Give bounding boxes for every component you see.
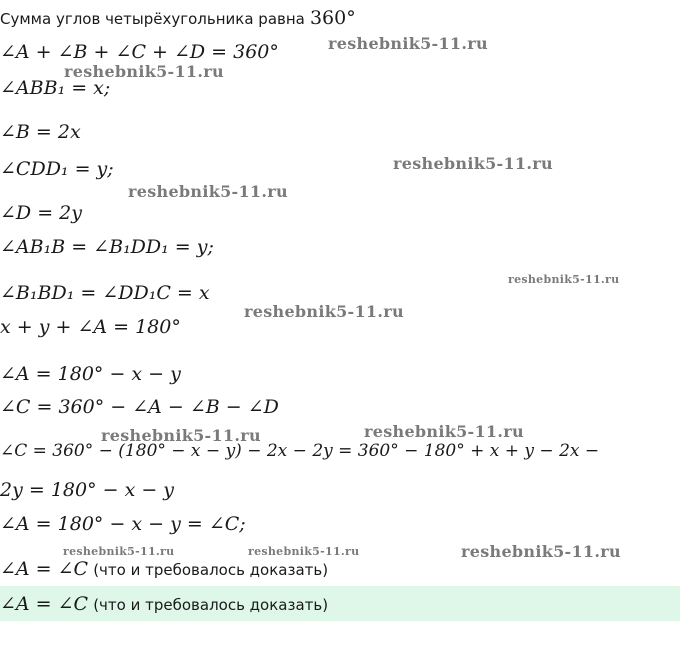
intro-text: Сумма углов четырёхугольника равна <box>0 10 305 28</box>
answer-box <box>0 586 680 621</box>
equation-line: ∠A = 180° − x − y <box>0 363 181 385</box>
watermark: reshebnik5-11.ru <box>244 302 404 321</box>
equation-line: ∠CDD₁ = y; <box>0 158 114 180</box>
conclusion-text: (что и требовалось доказать) <box>93 561 329 579</box>
equation-line: ∠D = 2y <box>0 202 82 224</box>
equation-line: ∠B = 2x <box>0 121 81 143</box>
answer-text: (что и требовалось доказать) <box>93 596 329 614</box>
watermark: reshebnik5-11.ru <box>328 34 488 53</box>
intro-value: 360° <box>309 7 356 29</box>
equation-line: x + y + ∠A = 180° <box>0 316 181 338</box>
watermark: reshebnik5-11.ru <box>364 422 524 441</box>
equation-line: ∠A + ∠B + ∠C + ∠D = 360° <box>0 41 279 63</box>
equation-line: ∠C = 360° − (180° − x − y) − 2x − 2y = 360° − 180° + x + y − 2x − <box>0 441 600 461</box>
watermark: reshebnik5-11.ru <box>101 426 261 445</box>
equation-line: ∠C = 360° − ∠A − ∠B − ∠D <box>0 396 279 418</box>
watermark: reshebnik5-11.ru <box>393 154 553 173</box>
watermark: reshebnik5-11.ru <box>128 182 288 201</box>
equation-line: 2y = 180° − x − y <box>0 479 175 501</box>
equation-line: ∠ABB₁ = x; <box>0 77 111 99</box>
intro-line <box>0 9 356 28</box>
watermark: reshebnik5-11.ru <box>508 273 620 286</box>
conclusion-line <box>0 560 328 579</box>
watermark: reshebnik5-11.ru <box>64 62 224 81</box>
equation-line: ∠A = 180° − x − y = ∠C; <box>0 513 246 535</box>
answer-math: ∠A = ∠C <box>0 593 89 615</box>
equation-line: ∠B₁BD₁ = ∠DD₁C = x <box>0 282 210 304</box>
watermark: reshebnik5-11.ru <box>248 545 360 558</box>
watermark: reshebnik5-11.ru <box>63 545 175 558</box>
equation-line: ∠AB₁B = ∠B₁DD₁ = y; <box>0 236 214 258</box>
answer-line <box>0 595 328 614</box>
conclusion-math: ∠A = ∠C <box>0 558 89 580</box>
watermark: reshebnik5-11.ru <box>461 542 621 561</box>
